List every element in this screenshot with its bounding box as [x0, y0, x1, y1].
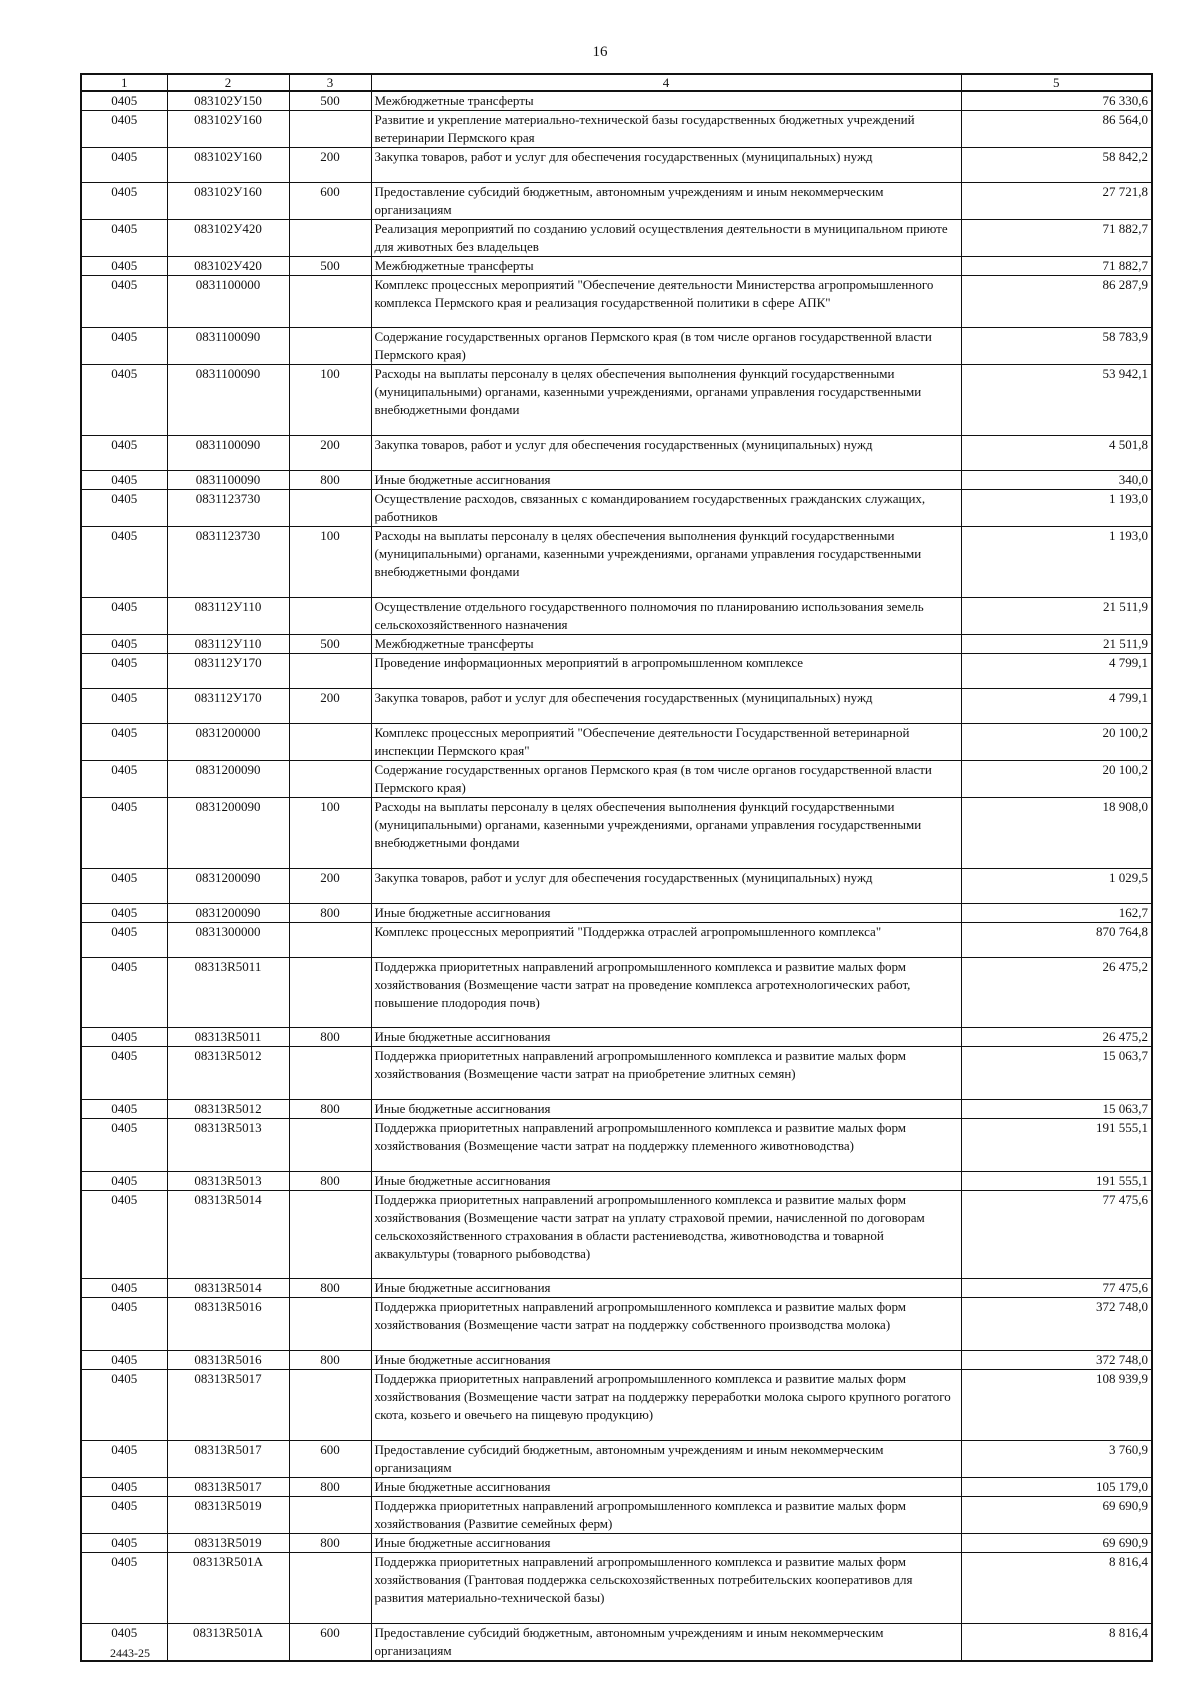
expense-type-cell: 800 [289, 1351, 371, 1370]
table-row [81, 490, 1152, 527]
description-cell: Поддержка приоритетных направлений агропромышленного комплекса и развитие малых форм хозяйствования (Возмещение части затрат на поддержку собственного производства молока) [371, 1298, 961, 1351]
column-header: 4 [371, 74, 961, 91]
description-cell: Проведение информационных мероприятий в агропромышленном комплексе [371, 654, 961, 689]
target-article-cell: 0831200090 [167, 761, 289, 798]
section-code-cell: 0405 [81, 689, 167, 724]
description-cell: Предоставление субсидий бюджетным, автономным учреждениям и иным некоммерческим организациям [371, 183, 961, 220]
table-row [81, 1191, 1152, 1279]
section-code-cell: 0405 [81, 1351, 167, 1370]
expense-type-cell [289, 1553, 371, 1624]
description-cell: Поддержка приоритетных направлений агропромышленного комплекса и развитие малых форм хозяйствования (Грантовая поддержка сельскохозяйственных потребительских кооперативов для развития материально-технической базы) [371, 1553, 961, 1624]
target-article-cell: 08313R5016 [167, 1351, 289, 1370]
section-code-cell: 0405 [81, 1100, 167, 1119]
table-row [81, 654, 1152, 689]
table-row [81, 527, 1152, 598]
amount-cell: 1 029,5 [961, 869, 1152, 904]
section-code-cell: 0405 [81, 1119, 167, 1172]
section-code-cell: 0405 [81, 724, 167, 761]
expense-type-cell: 800 [289, 1279, 371, 1298]
expense-type-cell [289, 1298, 371, 1351]
section-code-cell: 0405 [81, 365, 167, 436]
target-article-cell: 083102У160 [167, 148, 289, 183]
table-row [81, 365, 1152, 436]
description-cell: Иные бюджетные ассигнования [371, 1100, 961, 1119]
table-row [81, 1047, 1152, 1100]
table-row [81, 635, 1152, 654]
target-article-cell: 08313R5013 [167, 1119, 289, 1172]
description-cell: Межбюджетные трансферты [371, 257, 961, 276]
expense-type-cell: 800 [289, 1478, 371, 1497]
target-article-cell: 0831200090 [167, 798, 289, 869]
expense-type-cell: 800 [289, 1172, 371, 1191]
expense-type-cell [289, 1370, 371, 1441]
amount-cell: 372 748,0 [961, 1351, 1152, 1370]
amount-cell: 18 908,0 [961, 798, 1152, 869]
amount-cell: 20 100,2 [961, 724, 1152, 761]
section-code-cell: 0405 [81, 1279, 167, 1298]
target-article-cell: 0831100090 [167, 328, 289, 365]
target-article-cell: 0831100090 [167, 436, 289, 471]
target-article-cell: 0831300000 [167, 923, 289, 958]
expense-type-cell: 800 [289, 1028, 371, 1047]
table-row [81, 91, 1152, 111]
amount-cell: 15 063,7 [961, 1100, 1152, 1119]
table-row [81, 958, 1152, 1028]
target-article-cell: 083112У110 [167, 598, 289, 635]
section-code-cell: 0405 [81, 798, 167, 869]
description-cell: Иные бюджетные ассигнования [371, 1351, 961, 1370]
table-row [81, 869, 1152, 904]
amount-cell: 20 100,2 [961, 761, 1152, 798]
table-row [81, 436, 1152, 471]
amount-cell: 191 555,1 [961, 1172, 1152, 1191]
section-code-cell: 0405 [81, 257, 167, 276]
expense-type-cell: 200 [289, 148, 371, 183]
amount-cell: 8 816,4 [961, 1624, 1152, 1662]
description-cell: Иные бюджетные ассигнования [371, 1028, 961, 1047]
amount-cell: 372 748,0 [961, 1298, 1152, 1351]
amount-cell: 58 842,2 [961, 148, 1152, 183]
section-code-cell: 0405 [81, 869, 167, 904]
table-row [81, 1298, 1152, 1351]
table-row [81, 111, 1152, 148]
section-code-cell: 0405 [81, 148, 167, 183]
document-code: 2443-25 [110, 1646, 150, 1660]
description-cell: Закупка товаров, работ и услуг для обеспечения государственных (муниципальных) нужд [371, 148, 961, 183]
target-article-cell: 083112У170 [167, 654, 289, 689]
description-cell: Комплекс процессных мероприятий "Обеспечение деятельности Министерства агропромышленного комплекса Пермского края и реализация государственной политики в сфере АПК" [371, 276, 961, 328]
target-article-cell: 0831100090 [167, 471, 289, 490]
column-header: 3 [289, 74, 371, 91]
amount-cell: 105 179,0 [961, 1478, 1152, 1497]
description-cell: Содержание государственных органов Пермского края (в том числе органов государственной власти Пермского края) [371, 328, 961, 365]
amount-cell: 4 799,1 [961, 654, 1152, 689]
target-article-cell: 083102У160 [167, 183, 289, 220]
description-cell: Иные бюджетные ассигнования [371, 904, 961, 923]
target-article-cell: 08313R5014 [167, 1191, 289, 1279]
expense-type-cell: 200 [289, 689, 371, 724]
table-row [81, 798, 1152, 869]
section-code-cell: 0405 [81, 527, 167, 598]
target-article-cell: 0831100090 [167, 365, 289, 436]
description-cell: Иные бюджетные ассигнования [371, 1478, 961, 1497]
amount-cell: 340,0 [961, 471, 1152, 490]
table-row [81, 904, 1152, 923]
table-row [81, 1351, 1152, 1370]
description-cell: Комплекс процессных мероприятий "Поддержка отраслей агропромышленного комплекса" [371, 923, 961, 958]
amount-cell: 15 063,7 [961, 1047, 1152, 1100]
table-row [81, 471, 1152, 490]
amount-cell: 1 193,0 [961, 527, 1152, 598]
amount-cell: 4 501,8 [961, 436, 1152, 471]
amount-cell: 69 690,9 [961, 1497, 1152, 1534]
expense-type-cell: 500 [289, 257, 371, 276]
section-code-cell: 0405 [81, 1172, 167, 1191]
table-row [81, 923, 1152, 958]
expense-type-cell: 600 [289, 1624, 371, 1662]
description-cell: Иные бюджетные ассигнования [371, 1279, 961, 1298]
expense-type-cell: 500 [289, 635, 371, 654]
table-row [81, 1441, 1152, 1478]
table-row [81, 1100, 1152, 1119]
target-article-cell: 0831123730 [167, 527, 289, 598]
target-article-cell: 08313R5011 [167, 1028, 289, 1047]
column-number-row [81, 74, 1152, 91]
target-article-cell: 0831200090 [167, 869, 289, 904]
description-cell: Поддержка приоритетных направлений агропромышленного комплекса и развитие малых форм хозяйствования (Развитие семейных ферм) [371, 1497, 961, 1534]
amount-cell: 21 511,9 [961, 598, 1152, 635]
expense-type-cell [289, 654, 371, 689]
expense-type-cell [289, 958, 371, 1028]
section-code-cell: 0405 [81, 1478, 167, 1497]
table-row [81, 276, 1152, 328]
description-cell: Комплекс процессных мероприятий "Обеспечение деятельности Государственной ветеринарной инспекции Пермского края" [371, 724, 961, 761]
section-code-cell: 0405 [81, 635, 167, 654]
target-article-cell: 083112У110 [167, 635, 289, 654]
expense-type-cell [289, 1191, 371, 1279]
amount-cell: 8 816,4 [961, 1553, 1152, 1624]
expense-type-cell: 500 [289, 91, 371, 111]
expense-type-cell: 600 [289, 183, 371, 220]
description-cell: Поддержка приоритетных направлений агропромышленного комплекса и развитие малых форм хозяйствования (Возмещение части затрат на приобретение элитных семян) [371, 1047, 961, 1100]
amount-cell: 86 287,9 [961, 276, 1152, 328]
section-code-cell: 0405 [81, 1553, 167, 1624]
amount-cell: 86 564,0 [961, 111, 1152, 148]
target-article-cell: 08313R5019 [167, 1534, 289, 1553]
description-cell: Поддержка приоритетных направлений агропромышленного комплекса и развитие малых форм хозяйствования (Возмещение части затрат на поддержку переработки молока сырого крупного рогатого скота, козьего и овечьего на пищевую продукцию) [371, 1370, 961, 1441]
section-code-cell: 0405 [81, 1191, 167, 1279]
target-article-cell: 083102У420 [167, 257, 289, 276]
description-cell: Иные бюджетные ассигнования [371, 1534, 961, 1553]
amount-cell: 108 939,9 [961, 1370, 1152, 1441]
target-article-cell: 08313R5017 [167, 1370, 289, 1441]
description-cell: Расходы на выплаты персоналу в целях обеспечения выполнения функций государственными (муниципальными) органами, казенными учреждениями, органами управления государственными внебюджетными фондами [371, 527, 961, 598]
amount-cell: 162,7 [961, 904, 1152, 923]
amount-cell: 58 783,9 [961, 328, 1152, 365]
column-header: 1 [81, 74, 167, 91]
target-article-cell: 0831200000 [167, 724, 289, 761]
expense-type-cell [289, 1047, 371, 1100]
description-cell: Поддержка приоритетных направлений агропромышленного комплекса и развитие малых форм хозяйствования (Возмещение части затрат на уплату страховой премии, начисленной по договорам сельскохозяйственного страхования в области растениеводства, животноводства и товарной аквакультуры (товарного рыбоводства) [371, 1191, 961, 1279]
amount-cell: 77 475,6 [961, 1191, 1152, 1279]
expense-type-cell [289, 220, 371, 257]
expense-type-cell: 800 [289, 1534, 371, 1553]
description-cell: Осуществление расходов, связанных с командированием государственных гражданских служащих, работников [371, 490, 961, 527]
section-code-cell: 0405 [81, 1028, 167, 1047]
expense-type-cell [289, 111, 371, 148]
section-code-cell: 0405 [81, 276, 167, 328]
expense-type-cell: 200 [289, 869, 371, 904]
section-code-cell: 0405 [81, 1298, 167, 1351]
expense-type-cell: 100 [289, 527, 371, 598]
expense-type-cell [289, 598, 371, 635]
section-code-cell: 0405 [81, 598, 167, 635]
table-row [81, 724, 1152, 761]
description-cell: Содержание государственных органов Пермского края (в том числе органов государственной власти Пермского края) [371, 761, 961, 798]
amount-cell: 69 690,9 [961, 1534, 1152, 1553]
target-article-cell: 08313R5014 [167, 1279, 289, 1298]
expense-type-cell [289, 724, 371, 761]
section-code-cell: 0405 [81, 91, 167, 111]
description-cell: Расходы на выплаты персоналу в целях обеспечения выполнения функций государственными (муниципальными) органами, казенными учреждениями, органами управления государственными внебюджетными фондами [371, 798, 961, 869]
amount-cell: 191 555,1 [961, 1119, 1152, 1172]
section-code-cell: 0405 [81, 328, 167, 365]
target-article-cell: 083102У160 [167, 111, 289, 148]
amount-cell: 26 475,2 [961, 958, 1152, 1028]
expense-type-cell: 800 [289, 471, 371, 490]
expense-type-cell: 800 [289, 904, 371, 923]
target-article-cell: 08313R5013 [167, 1172, 289, 1191]
description-cell: Предоставление субсидий бюджетным, автономным учреждениям и иным некоммерческим организациям [371, 1441, 961, 1478]
target-article-cell: 083102У420 [167, 220, 289, 257]
table-row [81, 1028, 1152, 1047]
section-code-cell: 0405 [81, 1497, 167, 1534]
expense-type-cell [289, 923, 371, 958]
section-code-cell: 0405 [81, 958, 167, 1028]
expense-type-cell [289, 328, 371, 365]
table-row [81, 220, 1152, 257]
target-article-cell: 083102У150 [167, 91, 289, 111]
expense-type-cell: 800 [289, 1100, 371, 1119]
description-cell: Межбюджетные трансферты [371, 91, 961, 111]
section-code-cell: 0405 [81, 923, 167, 958]
amount-cell: 71 882,7 [961, 220, 1152, 257]
amount-cell: 71 882,7 [961, 257, 1152, 276]
page-number: 16 [592, 44, 608, 60]
table-row [81, 1370, 1152, 1441]
description-cell: Закупка товаров, работ и услуг для обеспечения государственных (муниципальных) нужд [371, 436, 961, 471]
table-row [81, 1553, 1152, 1624]
section-code-cell: 0405 [81, 1441, 167, 1478]
section-code-cell: 0405 [81, 471, 167, 490]
description-cell: Реализация мероприятий по созданию условий осуществления деятельности в муниципальном приюте для животных без владельцев [371, 220, 961, 257]
amount-cell: 4 799,1 [961, 689, 1152, 724]
table-row [81, 183, 1152, 220]
table-row [81, 1624, 1152, 1662]
section-code-cell: 0405 [81, 1624, 167, 1662]
target-article-cell: 0831123730 [167, 490, 289, 527]
expense-type-cell: 200 [289, 436, 371, 471]
amount-cell: 3 760,9 [961, 1441, 1152, 1478]
expense-type-cell [289, 276, 371, 328]
table-row [81, 1534, 1152, 1553]
target-article-cell: 08313R5012 [167, 1047, 289, 1100]
section-code-cell: 0405 [81, 111, 167, 148]
section-code-cell: 0405 [81, 761, 167, 798]
section-code-cell: 0405 [81, 904, 167, 923]
table-body [81, 91, 1152, 1661]
description-cell: Межбюджетные трансферты [371, 635, 961, 654]
target-article-cell: 083112У170 [167, 689, 289, 724]
table-row [81, 1172, 1152, 1191]
target-article-cell: 0831200090 [167, 904, 289, 923]
amount-cell: 1 193,0 [961, 490, 1152, 527]
section-code-cell: 0405 [81, 220, 167, 257]
expense-type-cell: 100 [289, 365, 371, 436]
table-row [81, 1279, 1152, 1298]
amount-cell: 21 511,9 [961, 635, 1152, 654]
description-cell: Поддержка приоритетных направлений агропромышленного комплекса и развитие малых форм хозяйствования (Возмещение части затрат на проведение комплекса агротехнологических работ, повышение плодородия почв) [371, 958, 961, 1028]
target-article-cell: 08313R5011 [167, 958, 289, 1028]
table-row [81, 257, 1152, 276]
description-cell: Развитие и укрепление материально-технической базы государственных бюджетных учреждений ветеринарии Пермского края [371, 111, 961, 148]
target-article-cell: 08313R5019 [167, 1497, 289, 1534]
table-row [81, 328, 1152, 365]
amount-cell: 77 475,6 [961, 1279, 1152, 1298]
section-code-cell: 0405 [81, 654, 167, 689]
target-article-cell: 08313R5012 [167, 1100, 289, 1119]
target-article-cell: 08313R5016 [167, 1298, 289, 1351]
expense-type-cell [289, 490, 371, 527]
section-code-cell: 0405 [81, 183, 167, 220]
target-article-cell: 0831100000 [167, 276, 289, 328]
table-row [81, 598, 1152, 635]
section-code-cell: 0405 [81, 1047, 167, 1100]
section-code-cell: 0405 [81, 490, 167, 527]
amount-cell: 27 721,8 [961, 183, 1152, 220]
budget-table [80, 73, 1153, 1662]
table-row [81, 689, 1152, 724]
column-header: 5 [961, 74, 1152, 91]
target-article-cell: 08313R501A [167, 1624, 289, 1662]
table-row [81, 1119, 1152, 1172]
amount-cell: 76 330,6 [961, 91, 1152, 111]
amount-cell: 26 475,2 [961, 1028, 1152, 1047]
expense-type-cell: 100 [289, 798, 371, 869]
section-code-cell: 0405 [81, 1534, 167, 1553]
description-cell: Иные бюджетные ассигнования [371, 1172, 961, 1191]
description-cell: Закупка товаров, работ и услуг для обеспечения государственных (муниципальных) нужд [371, 869, 961, 904]
table-row [81, 1478, 1152, 1497]
description-cell: Иные бюджетные ассигнования [371, 471, 961, 490]
expense-type-cell [289, 1119, 371, 1172]
table-row [81, 148, 1152, 183]
amount-cell: 53 942,1 [961, 365, 1152, 436]
expense-type-cell: 600 [289, 1441, 371, 1478]
target-article-cell: 08313R5017 [167, 1441, 289, 1478]
section-code-cell: 0405 [81, 436, 167, 471]
table-row [81, 1497, 1152, 1534]
table-row [81, 761, 1152, 798]
expense-type-cell [289, 761, 371, 798]
amount-cell: 870 764,8 [961, 923, 1152, 958]
description-cell: Осуществление отдельного государственного полномочия по планированию использования земель сельскохозяйственного назначения [371, 598, 961, 635]
target-article-cell: 08313R5017 [167, 1478, 289, 1497]
section-code-cell: 0405 [81, 1370, 167, 1441]
description-cell: Поддержка приоритетных направлений агропромышленного комплекса и развитие малых форм хозяйствования (Возмещение части затрат на поддержку племенного животноводства) [371, 1119, 961, 1172]
description-cell: Закупка товаров, работ и услуг для обеспечения государственных (муниципальных) нужд [371, 689, 961, 724]
expense-type-cell [289, 1497, 371, 1534]
target-article-cell: 08313R501A [167, 1553, 289, 1624]
description-cell: Предоставление субсидий бюджетным, автономным учреждениям и иным некоммерческим организациям [371, 1624, 961, 1662]
column-header: 2 [167, 74, 289, 91]
description-cell: Расходы на выплаты персоналу в целях обеспечения выполнения функций государственными (муниципальными) органами, казенными учреждениями, органами управления государственными внебюджетными фондами [371, 365, 961, 436]
